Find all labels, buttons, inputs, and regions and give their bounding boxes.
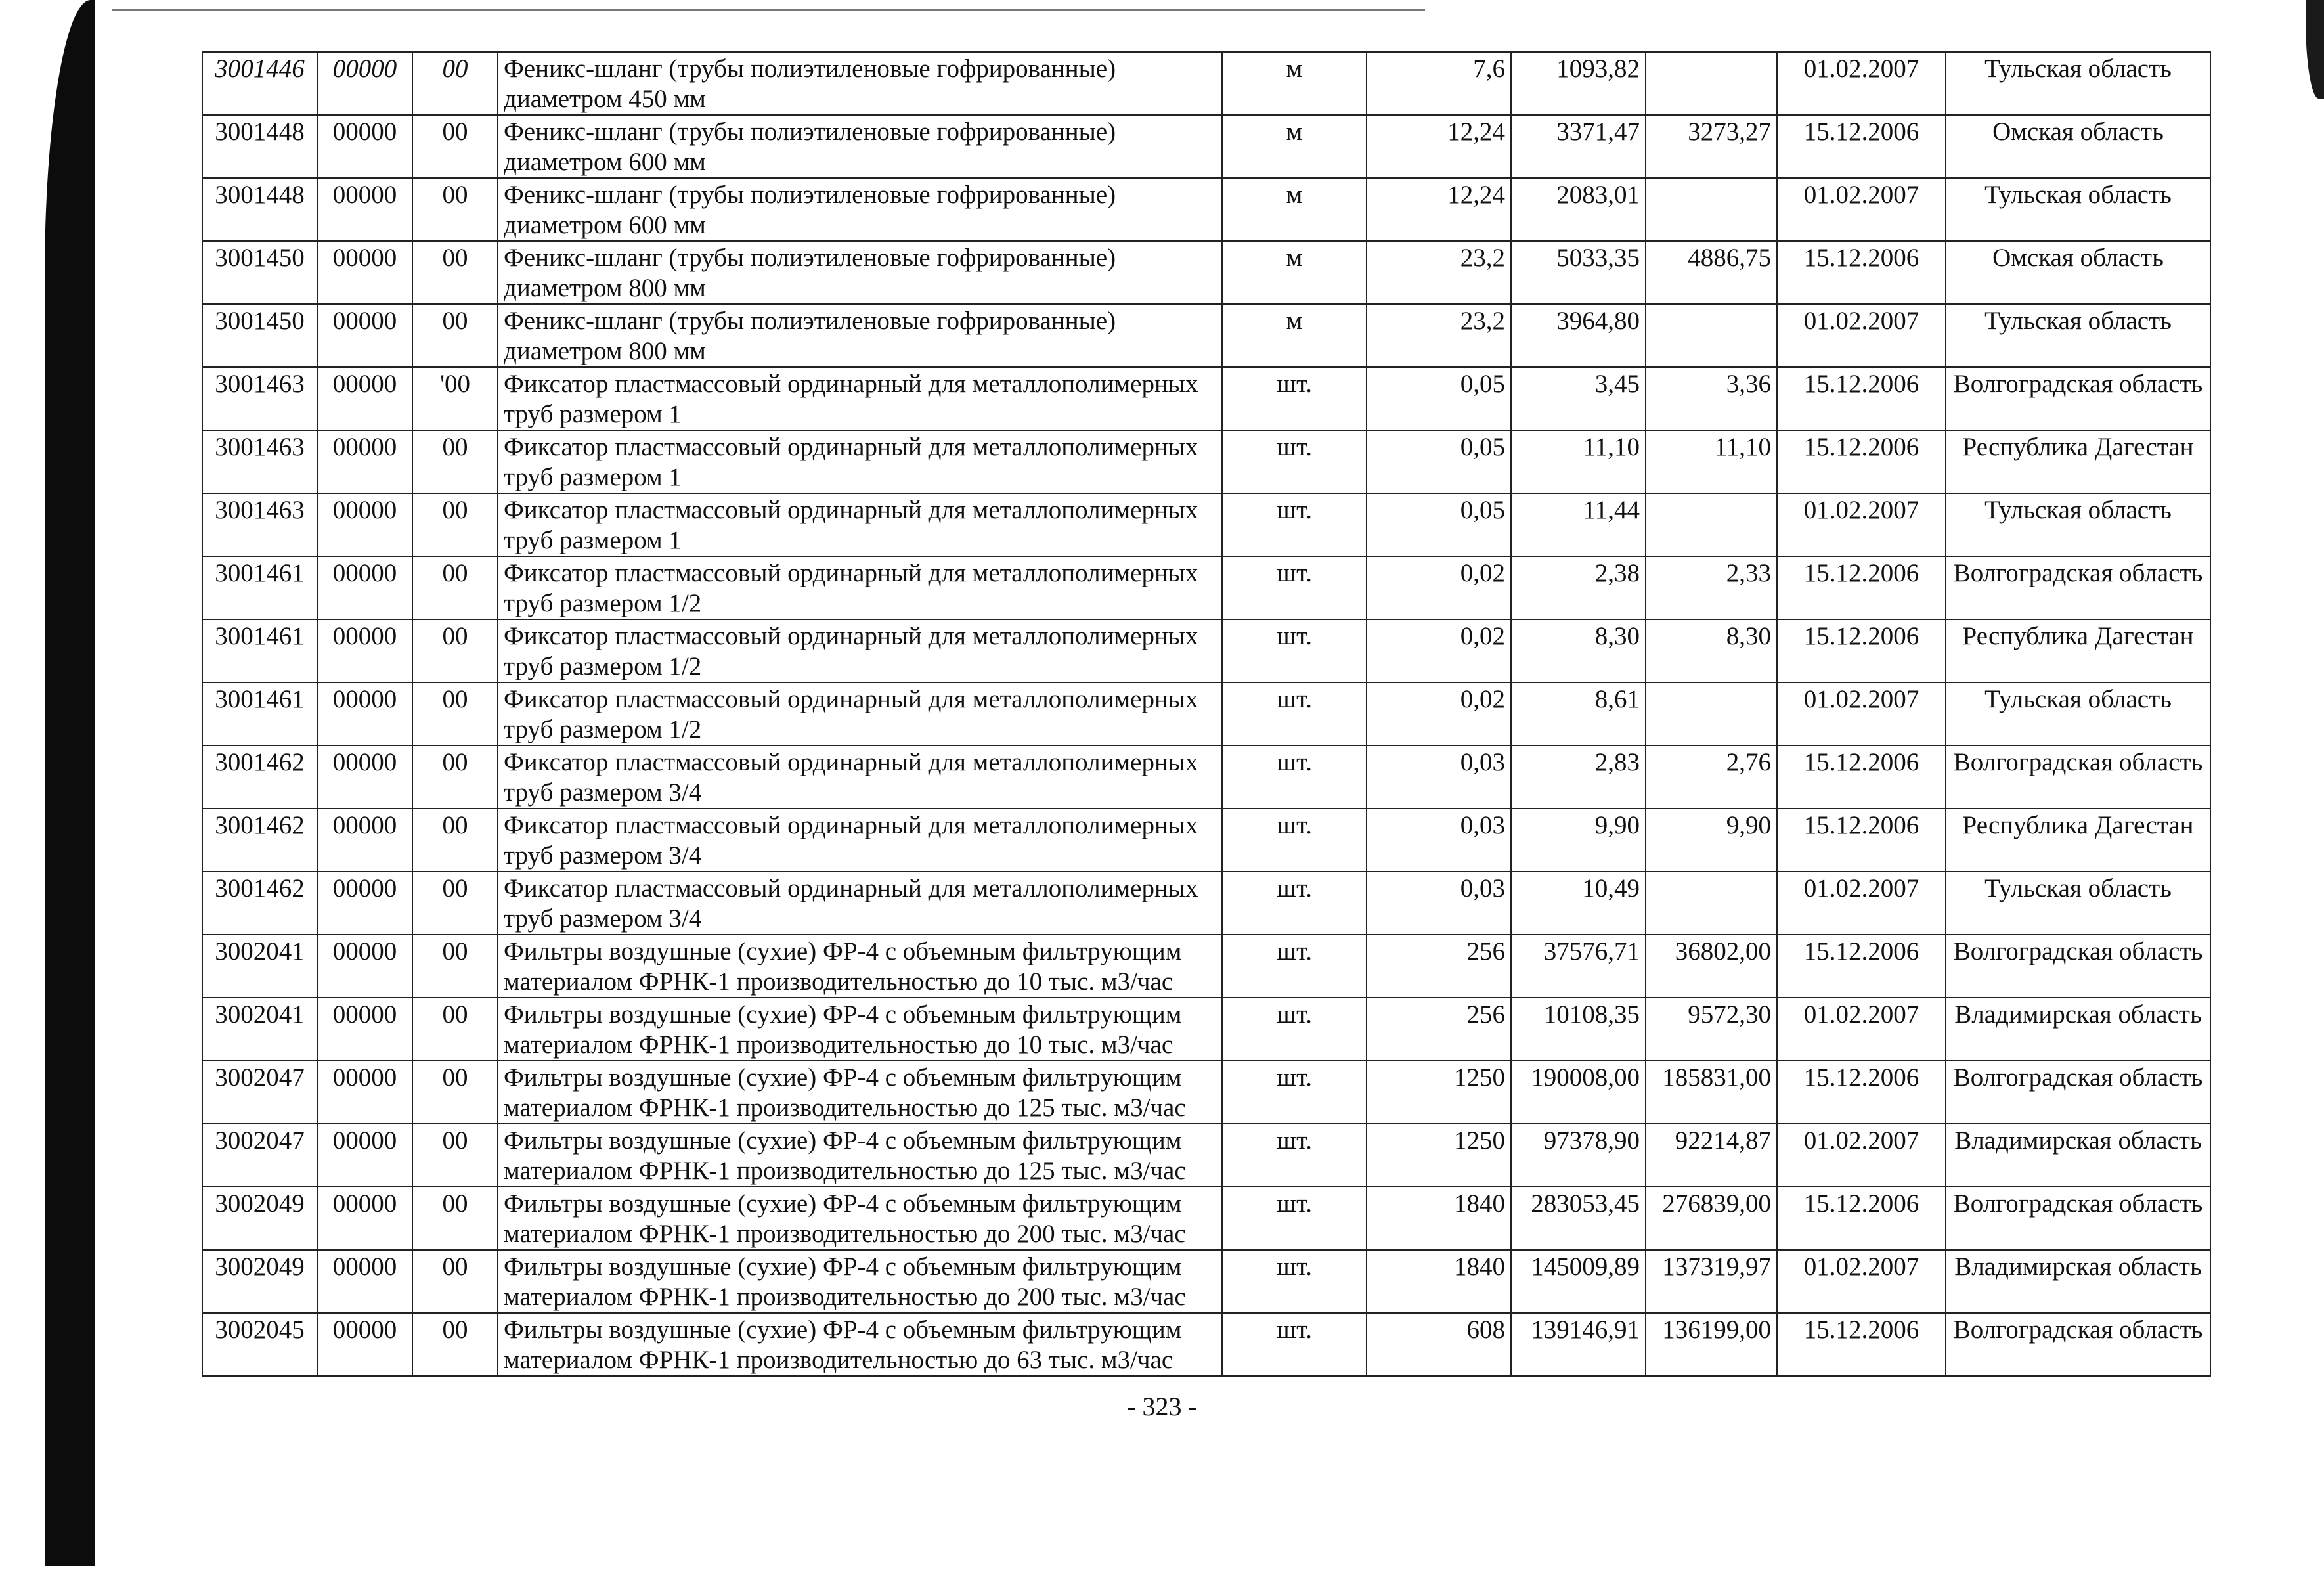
cell-unit: м <box>1222 115 1367 178</box>
cell-price-without-vat: 3,36 <box>1646 367 1777 430</box>
cell-subcode: 00000 <box>317 809 412 872</box>
cell-subcode: 00000 <box>317 872 412 935</box>
page-number: - 323 - <box>1127 1392 1197 1421</box>
cell-code: 3002049 <box>202 1250 317 1313</box>
cell-weight: 0,03 <box>1367 872 1511 935</box>
cell-subcode: 00000 <box>317 556 412 619</box>
cell-region: Тульская область <box>1946 682 2210 745</box>
cell-subcode: 00000 <box>317 1250 412 1313</box>
cell-date: 15.12.2006 <box>1777 619 1946 682</box>
cell-price-with-vat: 8,61 <box>1511 682 1646 745</box>
cell-unit: шт. <box>1222 809 1367 872</box>
cell-price-without-vat: 2,76 <box>1646 745 1777 809</box>
cell-date: 15.12.2006 <box>1777 809 1946 872</box>
cell-item-name: Фиксатор пластмассовый ординарный для металлополимерных труб размером 1 <box>498 367 1222 430</box>
cell-code: 3001448 <box>202 115 317 178</box>
cell-date: 15.12.2006 <box>1777 241 1946 304</box>
cell-subcode: 00000 <box>317 935 412 998</box>
cell-item-name: Фиксатор пластмассовый ординарный для металлополимерных труб размером 3/4 <box>498 809 1222 872</box>
cell-unit: шт. <box>1222 1250 1367 1313</box>
cell-code: 3001463 <box>202 367 317 430</box>
cell-variant: 00 <box>412 1124 498 1187</box>
cell-price-with-vat: 2,83 <box>1511 745 1646 809</box>
cell-region: Волгоградская область <box>1946 935 2210 998</box>
cell-region: Волгоградская область <box>1946 1313 2210 1376</box>
cell-region: Владимирская область <box>1946 1250 2210 1313</box>
cell-unit: шт. <box>1222 1187 1367 1250</box>
cell-code: 3001462 <box>202 745 317 809</box>
table-row <box>202 1313 2210 1376</box>
cell-code: 3001461 <box>202 556 317 619</box>
cell-unit: шт. <box>1222 619 1367 682</box>
cell-code: 3002045 <box>202 1313 317 1376</box>
cell-subcode: 00000 <box>317 178 412 241</box>
cell-price-without-vat <box>1646 682 1777 745</box>
cell-price-with-vat: 3,45 <box>1511 367 1646 430</box>
table-row <box>202 115 2210 178</box>
cell-price-with-vat: 11,10 <box>1511 430 1646 493</box>
cell-unit: м <box>1222 52 1367 115</box>
cell-price-with-vat: 8,30 <box>1511 619 1646 682</box>
cell-price-with-vat: 1093,82 <box>1511 52 1646 115</box>
cell-subcode: 00000 <box>317 682 412 745</box>
cell-date: 15.12.2006 <box>1777 367 1946 430</box>
table-row <box>202 556 2210 619</box>
cell-item-name: Фильтры воздушные (сухие) ФР-4 с объемным фильтрующим материалом ФРНК-1 производительностью до 10 тыс. м3/час <box>498 998 1222 1061</box>
cell-unit: м <box>1222 304 1367 367</box>
cell-date: 15.12.2006 <box>1777 935 1946 998</box>
cell-weight: 12,24 <box>1367 115 1511 178</box>
cell-code: 3002047 <box>202 1061 317 1124</box>
cell-subcode: 00000 <box>317 115 412 178</box>
cell-variant: 00 <box>412 998 498 1061</box>
cell-region: Тульская область <box>1946 493 2210 556</box>
cell-price-without-vat <box>1646 872 1777 935</box>
cell-price-without-vat: 92214,87 <box>1646 1124 1777 1187</box>
cell-subcode: 00000 <box>317 52 412 115</box>
table-row <box>202 1124 2210 1187</box>
cell-code: 3002041 <box>202 935 317 998</box>
cell-price-without-vat: 137319,97 <box>1646 1250 1777 1313</box>
cell-weight: 12,24 <box>1367 178 1511 241</box>
cell-region: Владимирская область <box>1946 1124 2210 1187</box>
cell-price-without-vat: 4886,75 <box>1646 241 1777 304</box>
table-row <box>202 241 2210 304</box>
cell-item-name: Фиксатор пластмассовый ординарный для металлополимерных труб размером 1/2 <box>498 556 1222 619</box>
cell-item-name: Фильтры воздушные (сухие) ФР-4 с объемным фильтрующим материалом ФРНК-1 производительностью до 125 тыс. м3/час <box>498 1124 1222 1187</box>
cell-variant: 00 <box>412 178 498 241</box>
cell-unit: шт. <box>1222 1124 1367 1187</box>
cell-weight: 256 <box>1367 998 1511 1061</box>
cell-date: 15.12.2006 <box>1777 1313 1946 1376</box>
cell-code: 3001461 <box>202 682 317 745</box>
cell-price-without-vat: 276839,00 <box>1646 1187 1777 1250</box>
cell-date: 15.12.2006 <box>1777 1187 1946 1250</box>
cell-price-without-vat <box>1646 304 1777 367</box>
cell-variant: 00 <box>412 1061 498 1124</box>
cell-price-without-vat: 136199,00 <box>1646 1313 1777 1376</box>
cell-variant: 00 <box>412 1187 498 1250</box>
cell-variant: 00 <box>412 935 498 998</box>
cell-variant: 00 <box>412 115 498 178</box>
cell-unit: шт. <box>1222 1061 1367 1124</box>
cell-price-with-vat: 139146,91 <box>1511 1313 1646 1376</box>
cell-item-name: Феникс-шланг (трубы полиэтиленовые гофрированные) диаметром 800 мм <box>498 304 1222 367</box>
cell-variant: '00 <box>412 367 498 430</box>
cell-item-name: Фиксатор пластмассовый ординарный для металлополимерных труб размером 3/4 <box>498 745 1222 809</box>
cell-subcode: 00000 <box>317 1124 412 1187</box>
table-row <box>202 619 2210 682</box>
cell-region: Тульская область <box>1946 52 2210 115</box>
cell-subcode: 00000 <box>317 493 412 556</box>
cell-price-without-vat: 3273,27 <box>1646 115 1777 178</box>
cell-subcode: 00000 <box>317 1187 412 1250</box>
cell-weight: 0,03 <box>1367 809 1511 872</box>
cell-code: 3001463 <box>202 493 317 556</box>
cell-item-name: Фиксатор пластмассовый ординарный для металлополимерных труб размером 1 <box>498 493 1222 556</box>
cell-variant: 00 <box>412 556 498 619</box>
cell-date: 01.02.2007 <box>1777 1124 1946 1187</box>
cell-subcode: 00000 <box>317 1313 412 1376</box>
cell-weight: 0,02 <box>1367 556 1511 619</box>
cell-variant: 00 <box>412 682 498 745</box>
cell-variant: 00 <box>412 304 498 367</box>
cell-unit: шт. <box>1222 1313 1367 1376</box>
cell-region: Волгоградская область <box>1946 745 2210 809</box>
cell-code: 3001450 <box>202 241 317 304</box>
cell-price-with-vat: 37576,71 <box>1511 935 1646 998</box>
cell-unit: шт. <box>1222 430 1367 493</box>
table-body <box>202 52 2210 1376</box>
cell-item-name: Фиксатор пластмассовый ординарный для металлополимерных труб размером 1/2 <box>498 682 1222 745</box>
cell-price-without-vat <box>1646 178 1777 241</box>
table-row <box>202 430 2210 493</box>
cell-region: Тульская область <box>1946 304 2210 367</box>
cell-subcode: 00000 <box>317 430 412 493</box>
cell-weight: 1250 <box>1367 1124 1511 1187</box>
cell-region: Волгоградская область <box>1946 1061 2210 1124</box>
cell-unit: шт. <box>1222 935 1367 998</box>
cell-price-with-vat: 283053,45 <box>1511 1187 1646 1250</box>
table-row <box>202 745 2210 809</box>
cell-unit: м <box>1222 178 1367 241</box>
cell-price-without-vat: 2,33 <box>1646 556 1777 619</box>
cell-code: 3002041 <box>202 998 317 1061</box>
cell-item-name: Фиксатор пластмассовый ординарный для металлополимерных труб размером 1/2 <box>498 619 1222 682</box>
cell-item-name: Феникс-шланг (трубы полиэтиленовые гофрированные) диаметром 600 мм <box>498 178 1222 241</box>
cell-region: Омская область <box>1946 241 2210 304</box>
scan-edge-right <box>2306 0 2324 99</box>
cell-variant: 00 <box>412 493 498 556</box>
cell-price-without-vat: 8,30 <box>1646 619 1777 682</box>
cell-date: 01.02.2007 <box>1777 178 1946 241</box>
cell-weight: 608 <box>1367 1313 1511 1376</box>
cell-unit: шт. <box>1222 682 1367 745</box>
table-row <box>202 493 2210 556</box>
cell-subcode: 00000 <box>317 367 412 430</box>
cell-variant: 00 <box>412 1313 498 1376</box>
cell-price-with-vat: 3371,47 <box>1511 115 1646 178</box>
cell-price-with-vat: 2,38 <box>1511 556 1646 619</box>
cell-variant: 00 <box>412 872 498 935</box>
cell-price-without-vat: 9572,30 <box>1646 998 1777 1061</box>
cell-price-with-vat: 10,49 <box>1511 872 1646 935</box>
cell-item-name: Фильтры воздушные (сухие) ФР-4 с объемным фильтрующим материалом ФРНК-1 производительностью до 10 тыс. м3/час <box>498 935 1222 998</box>
cell-code: 3001461 <box>202 619 317 682</box>
cell-weight: 1840 <box>1367 1250 1511 1313</box>
cell-unit: шт. <box>1222 872 1367 935</box>
cell-variant: 00 <box>412 52 498 115</box>
cell-region: Тульская область <box>1946 872 2210 935</box>
scan-edge-left <box>45 0 95 1566</box>
table-row <box>202 1187 2210 1250</box>
cell-price-with-vat: 97378,90 <box>1511 1124 1646 1187</box>
cell-item-name: Феникс-шланг (трубы полиэтиленовые гофрированные) диаметром 600 мм <box>498 115 1222 178</box>
cell-item-name: Фильтры воздушные (сухие) ФР-4 с объемным фильтрующим материалом ФРНК-1 производительностью до 63 тыс. м3/час <box>498 1313 1222 1376</box>
cell-variant: 00 <box>412 619 498 682</box>
cell-variant: 00 <box>412 745 498 809</box>
cell-date: 01.02.2007 <box>1777 304 1946 367</box>
cell-weight: 7,6 <box>1367 52 1511 115</box>
cell-date: 01.02.2007 <box>1777 1250 1946 1313</box>
cell-price-without-vat: 11,10 <box>1646 430 1777 493</box>
cell-weight: 0,02 <box>1367 619 1511 682</box>
cell-subcode: 00000 <box>317 998 412 1061</box>
cell-date: 15.12.2006 <box>1777 745 1946 809</box>
cell-price-without-vat <box>1646 493 1777 556</box>
cell-code: 3002047 <box>202 1124 317 1187</box>
cell-price-with-vat: 10108,35 <box>1511 998 1646 1061</box>
table-row <box>202 52 2210 115</box>
cell-date: 01.02.2007 <box>1777 493 1946 556</box>
price-table <box>202 51 2211 1377</box>
cell-date: 15.12.2006 <box>1777 430 1946 493</box>
cell-weight: 0,05 <box>1367 493 1511 556</box>
cell-price-with-vat: 11,44 <box>1511 493 1646 556</box>
cell-region: Омская область <box>1946 115 2210 178</box>
cell-unit: шт. <box>1222 493 1367 556</box>
table-row <box>202 1250 2210 1313</box>
table-row <box>202 682 2210 745</box>
cell-code: 3001462 <box>202 872 317 935</box>
cell-weight: 0,03 <box>1367 745 1511 809</box>
table-row <box>202 1061 2210 1124</box>
top-rule <box>112 9 1425 11</box>
cell-code: 3001448 <box>202 178 317 241</box>
cell-subcode: 00000 <box>317 745 412 809</box>
cell-item-name: Феникс-шланг (трубы полиэтиленовые гофрированные) диаметром 450 мм <box>498 52 1222 115</box>
cell-variant: 00 <box>412 430 498 493</box>
cell-subcode: 00000 <box>317 619 412 682</box>
cell-item-name: Феникс-шланг (трубы полиэтиленовые гофрированные) диаметром 800 мм <box>498 241 1222 304</box>
cell-subcode: 00000 <box>317 1061 412 1124</box>
cell-unit: шт. <box>1222 745 1367 809</box>
cell-weight: 1840 <box>1367 1187 1511 1250</box>
cell-date: 01.02.2007 <box>1777 52 1946 115</box>
table-row <box>202 178 2210 241</box>
table-row <box>202 809 2210 872</box>
cell-region: Тульская область <box>1946 178 2210 241</box>
cell-variant: 00 <box>412 1250 498 1313</box>
cell-price-without-vat: 9,90 <box>1646 809 1777 872</box>
cell-unit: шт. <box>1222 367 1367 430</box>
cell-date: 01.02.2007 <box>1777 682 1946 745</box>
cell-weight: 1250 <box>1367 1061 1511 1124</box>
cell-date: 01.02.2007 <box>1777 872 1946 935</box>
cell-price-without-vat: 185831,00 <box>1646 1061 1777 1124</box>
cell-region: Владимирская область <box>1946 998 2210 1061</box>
cell-region: Республика Дагестан <box>1946 809 2210 872</box>
cell-item-name: Фиксатор пластмассовый ординарный для металлополимерных труб размером 1 <box>498 430 1222 493</box>
cell-variant: 00 <box>412 241 498 304</box>
cell-weight: 256 <box>1367 935 1511 998</box>
cell-variant: 00 <box>412 809 498 872</box>
cell-code: 3001462 <box>202 809 317 872</box>
cell-code: 3001446 <box>202 52 317 115</box>
cell-date: 15.12.2006 <box>1777 556 1946 619</box>
cell-item-name: Фильтры воздушные (сухие) ФР-4 с объемным фильтрующим материалом ФРНК-1 производительностью до 200 тыс. м3/час <box>498 1187 1222 1250</box>
cell-date: 15.12.2006 <box>1777 115 1946 178</box>
cell-region: Республика Дагестан <box>1946 430 2210 493</box>
table-row <box>202 998 2210 1061</box>
cell-item-name: Фиксатор пластмассовый ординарный для металлополимерных труб размером 3/4 <box>498 872 1222 935</box>
cell-date: 15.12.2006 <box>1777 1061 1946 1124</box>
cell-code: 3002049 <box>202 1187 317 1250</box>
cell-item-name: Фильтры воздушные (сухие) ФР-4 с объемным фильтрующим материалом ФРНК-1 производительностью до 125 тыс. м3/час <box>498 1061 1222 1124</box>
cell-price-with-vat: 190008,00 <box>1511 1061 1646 1124</box>
cell-price-with-vat: 3964,80 <box>1511 304 1646 367</box>
cell-code: 3001450 <box>202 304 317 367</box>
table-row <box>202 367 2210 430</box>
cell-unit: шт. <box>1222 998 1367 1061</box>
cell-price-with-vat: 145009,89 <box>1511 1250 1646 1313</box>
cell-unit: шт. <box>1222 556 1367 619</box>
table-row <box>202 872 2210 935</box>
cell-unit: м <box>1222 241 1367 304</box>
cell-code: 3001463 <box>202 430 317 493</box>
cell-price-with-vat: 2083,01 <box>1511 178 1646 241</box>
cell-region: Волгоградская область <box>1946 556 2210 619</box>
cell-weight: 0,02 <box>1367 682 1511 745</box>
cell-weight: 23,2 <box>1367 304 1511 367</box>
table-row <box>202 935 2210 998</box>
cell-price-without-vat: 36802,00 <box>1646 935 1777 998</box>
cell-region: Республика Дагестан <box>1946 619 2210 682</box>
cell-item-name: Фильтры воздушные (сухие) ФР-4 с объемным фильтрующим материалом ФРНК-1 производительностью до 200 тыс. м3/час <box>498 1250 1222 1313</box>
cell-subcode: 00000 <box>317 241 412 304</box>
cell-date: 01.02.2007 <box>1777 998 1946 1061</box>
cell-weight: 0,05 <box>1367 367 1511 430</box>
cell-price-with-vat: 5033,35 <box>1511 241 1646 304</box>
cell-price-with-vat: 9,90 <box>1511 809 1646 872</box>
table-row <box>202 304 2210 367</box>
cell-price-without-vat <box>1646 52 1777 115</box>
cell-weight: 23,2 <box>1367 241 1511 304</box>
cell-region: Волгоградская область <box>1946 1187 2210 1250</box>
cell-region: Волгоградская область <box>1946 367 2210 430</box>
cell-weight: 0,05 <box>1367 430 1511 493</box>
cell-subcode: 00000 <box>317 304 412 367</box>
